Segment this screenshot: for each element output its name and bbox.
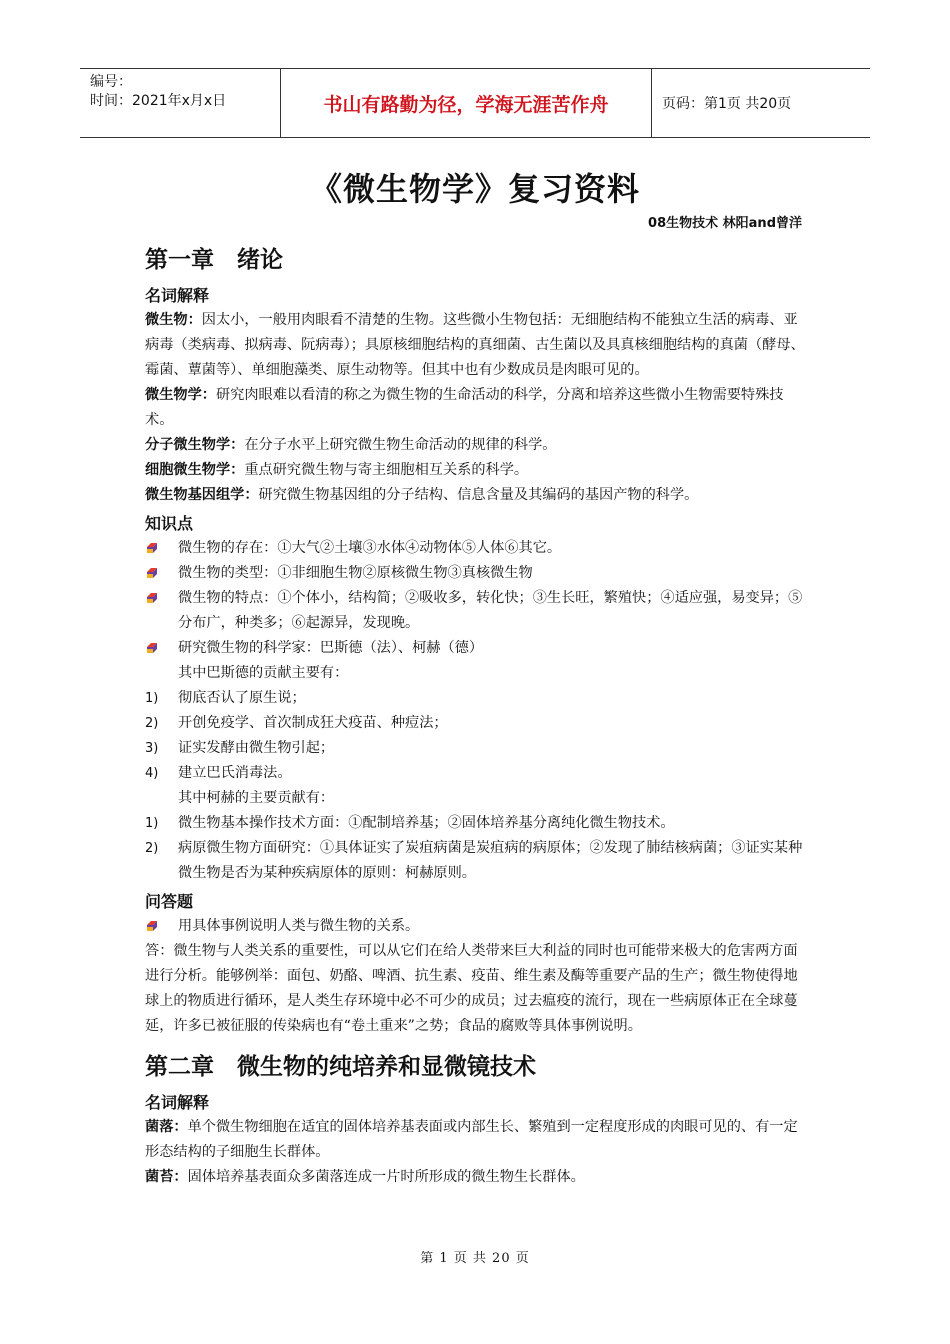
- term-entry: [145, 483, 807, 508]
- bullet-text: 微生物的特点：①个体小，结构简；②吸收多，转化快；③生长旺，繁殖快；④适应强，易变异；⑤分布广，种类多；⑥起源异，发现晚。: [178, 590, 803, 631]
- chapter-1-title: 第一章 绪论: [145, 247, 283, 273]
- motto: 书山有路勤为径，学海无涯苦作舟: [280, 69, 652, 137]
- term-definition: 在分子水平上研究微生物生命活动的规律的科学。: [244, 437, 557, 453]
- pasteur-intro: 其中巴斯德的贡献主要有：: [178, 665, 349, 681]
- bullet-text: 研究微生物的科学家：巴斯德（法）、柯赫（德）: [178, 640, 484, 656]
- item-text: 证实发酵由微生物引起；: [178, 740, 335, 756]
- term-name: 细胞微生物学：: [145, 462, 245, 478]
- term-name: 微生物学：: [145, 387, 216, 403]
- chapter-2-title: 第二章 微生物的纯培养和显微镜技术: [145, 1054, 536, 1080]
- item-text: 微生物基本操作技术方面：①配制培养基；②固体培养基分离纯化微生物技术。: [178, 815, 675, 831]
- term-definition: 研究肉眼难以看清的称之为微生物的生命活动的科学，分离和培养这些微小生物需要特殊技术。: [145, 387, 784, 428]
- term-entry: [145, 458, 807, 483]
- answer-text: 答：微生物与人类关系的重要性，可以从它们在给人类带来巨大利益的同时也可能带来极大的危害两方面进行分析。能够例举：面包、奶酪、啤酒、抗生素、疫苗、维生素及酶等重要产品的生产；微生物使得地球上的物质进行循环，是人类生存环境中必不可少的成员；过去瘟疫的流行，现在一些病原体正在全球蔓延，许多已被征服的传染病也有“卷土重来”之势；食品的腐败等具体事例说明。: [145, 943, 798, 1034]
- term-entry: [145, 433, 807, 458]
- term-definition: 单个微生物细胞在适宜的固体培养基表面或内部生长、繁殖到一定程度形成的肉眼可见的、有一定形态结构的子细胞生长群体。: [145, 1119, 798, 1160]
- term-definition: 重点研究微生物与寄主细胞相互关系的科学。: [244, 462, 529, 478]
- item-text: 建立巴氏消毒法。: [178, 765, 292, 781]
- term-entry: [145, 308, 807, 383]
- bullet-item: [145, 536, 807, 561]
- term-name: 分子微生物学：: [145, 437, 245, 453]
- numbered-item: [145, 811, 807, 836]
- bullet-icon: [146, 920, 158, 932]
- bullet-item: [145, 586, 807, 636]
- koch-intro: 其中柯赫的主要贡献有：: [178, 790, 335, 806]
- item-number: 3): [145, 741, 159, 756]
- bullet-text: 微生物的类型：①非细胞生物②原核微生物③真核微生物: [178, 565, 533, 581]
- page-info: 页码：第1页 共20页: [662, 96, 792, 112]
- term-entry: [145, 1165, 807, 1190]
- numbered-item: [145, 736, 807, 761]
- item-text: 开创免疫学、首次制成狂犬疫苗、种痘法；: [178, 715, 448, 731]
- item-number: 1): [145, 816, 159, 831]
- question-text: 用具体事例说明人类与微生物的关系。: [178, 918, 420, 934]
- item-number: 2): [145, 716, 159, 731]
- item-text: 彻底否认了原生说；: [178, 690, 306, 706]
- bullet-icon: [146, 642, 158, 654]
- bullet-icon: [146, 592, 158, 604]
- header-left-cell: [80, 69, 280, 137]
- numbered-item: [145, 686, 807, 711]
- document-authors: 08生物技术 林阳and曾洋: [648, 216, 802, 231]
- question-item: [145, 914, 807, 939]
- bullet-item: [145, 561, 807, 586]
- number-label: 编号：: [90, 74, 132, 90]
- item-text: 病原微生物方面研究：①具体证实了炭疽病菌是炭疽病的病原体；②发现了肺结核病菌；③证实某种微生物是否为某种疾病原体的原则：柯赫原则。: [178, 840, 803, 881]
- ch2-terms-heading: 名词解释: [145, 1093, 210, 1112]
- term-entry: [145, 1115, 807, 1165]
- item-number: 1): [145, 691, 159, 706]
- numbered-item: [145, 836, 807, 886]
- document-title: 《微生物学》复习资料: [309, 170, 640, 208]
- document-body: [145, 236, 807, 1190]
- header-table: [80, 68, 870, 138]
- bullet-text: 微生物的存在：①大气②土壤③水体④动物体⑤人体⑥其它。: [178, 540, 562, 556]
- bullet-icon: [146, 567, 158, 579]
- term-definition: 固体培养基表面众多菌落连成一片时所形成的微生物生长群体。: [187, 1169, 585, 1185]
- bullet-icon: [146, 542, 158, 554]
- bullet-item: [145, 636, 807, 661]
- ch1-knowledge-heading: 知识点: [145, 514, 194, 533]
- item-number: 4): [145, 766, 159, 781]
- term-entry: [145, 383, 807, 433]
- term-name: 微生物：: [145, 312, 202, 328]
- item-number: 2): [145, 841, 159, 856]
- term-name: 微生物基因组学：: [145, 487, 259, 503]
- ch1-qa-heading: 问答题: [145, 892, 194, 911]
- ch1-terms-heading: 名词解释: [145, 286, 210, 305]
- term-name: 菌苔：: [145, 1169, 188, 1185]
- page-footer: 第 1 页 共 20 页: [420, 1251, 530, 1266]
- term-definition: 研究微生物基因组的分子结构、信息含量及其编码的基因产物的科学。: [258, 487, 699, 503]
- numbered-item: [145, 761, 807, 786]
- term-definition: 因太小，一般用肉眼看不清楚的生物。这些微小生物包括：无细胞结构不能独立生活的病毒、亚病毒（类病毒、拟病毒、阮病毒）；具原核细胞结构的真细菌、古生菌以及具真核细胞结构的真菌（酵母、霉菌、蕈菌等）、单细胞藻类、原生动物等。但其中也有少数成员是肉眼可见的。: [145, 312, 805, 378]
- term-name: 菌落：: [145, 1119, 188, 1135]
- numbered-item: [145, 711, 807, 736]
- date-label: 时间：2021年x月x日: [90, 93, 227, 109]
